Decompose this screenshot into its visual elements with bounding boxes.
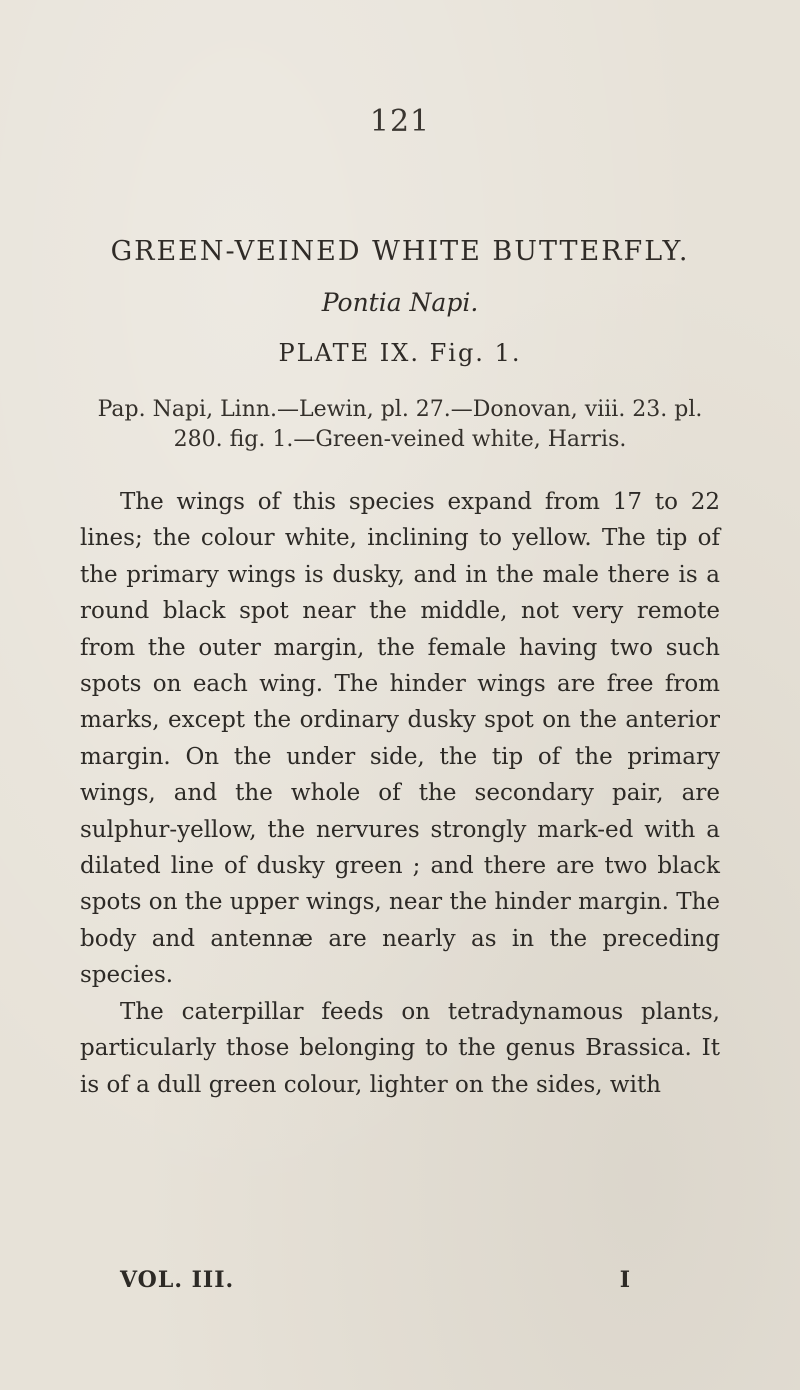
page-footer	[120, 1267, 640, 1297]
bibliographic-references: Pap. Napi, Linn.—Lewin, pl. 27.—Donovan, viii. 23. pl. 280. fig. 1.—Green-veined white, Harris.	[97, 397, 703, 452]
page-title: GREEN-VEINED WHITE BUTTERFLY.	[110, 236, 690, 267]
volume-label: VOL. III.	[120, 1267, 235, 1293]
plate-reference: PLATE IX. Fig. 1.	[278, 339, 522, 367]
paragraph-caterpillar: The caterpillar feeds on tetradynamous plants, particularly those belonging to the genus Brassica. It is of a dull green colour, lighter on the sides, with	[80, 998, 720, 1098]
body-text	[80, 484, 720, 1103]
species-name: Pontia Napi.	[321, 288, 479, 317]
page-number: 121	[369, 104, 431, 139]
signature-mark: I	[619, 1267, 630, 1293]
paragraph-description: The wings of this species expand from 17 to 22 lines; the colour white, inclining to yellow. The tip of the primary wings is dusky, and in the male there is a round black spot near the middle, not very remote from the outer margin, the female having two such spots on each wing. The hinder wings are free from marks, except the ordinary dusky spot on the anterior margin. On the under side, the tip of the primary wings, and the whole of the secondary pair, are sulphur-yellow, the nervures strongly mark-ed with a dilated line of dusky green ; and there are two black spots on the upper wings, near the hinder margin. The body and antennæ are nearly as in the preceding species.	[80, 489, 720, 989]
